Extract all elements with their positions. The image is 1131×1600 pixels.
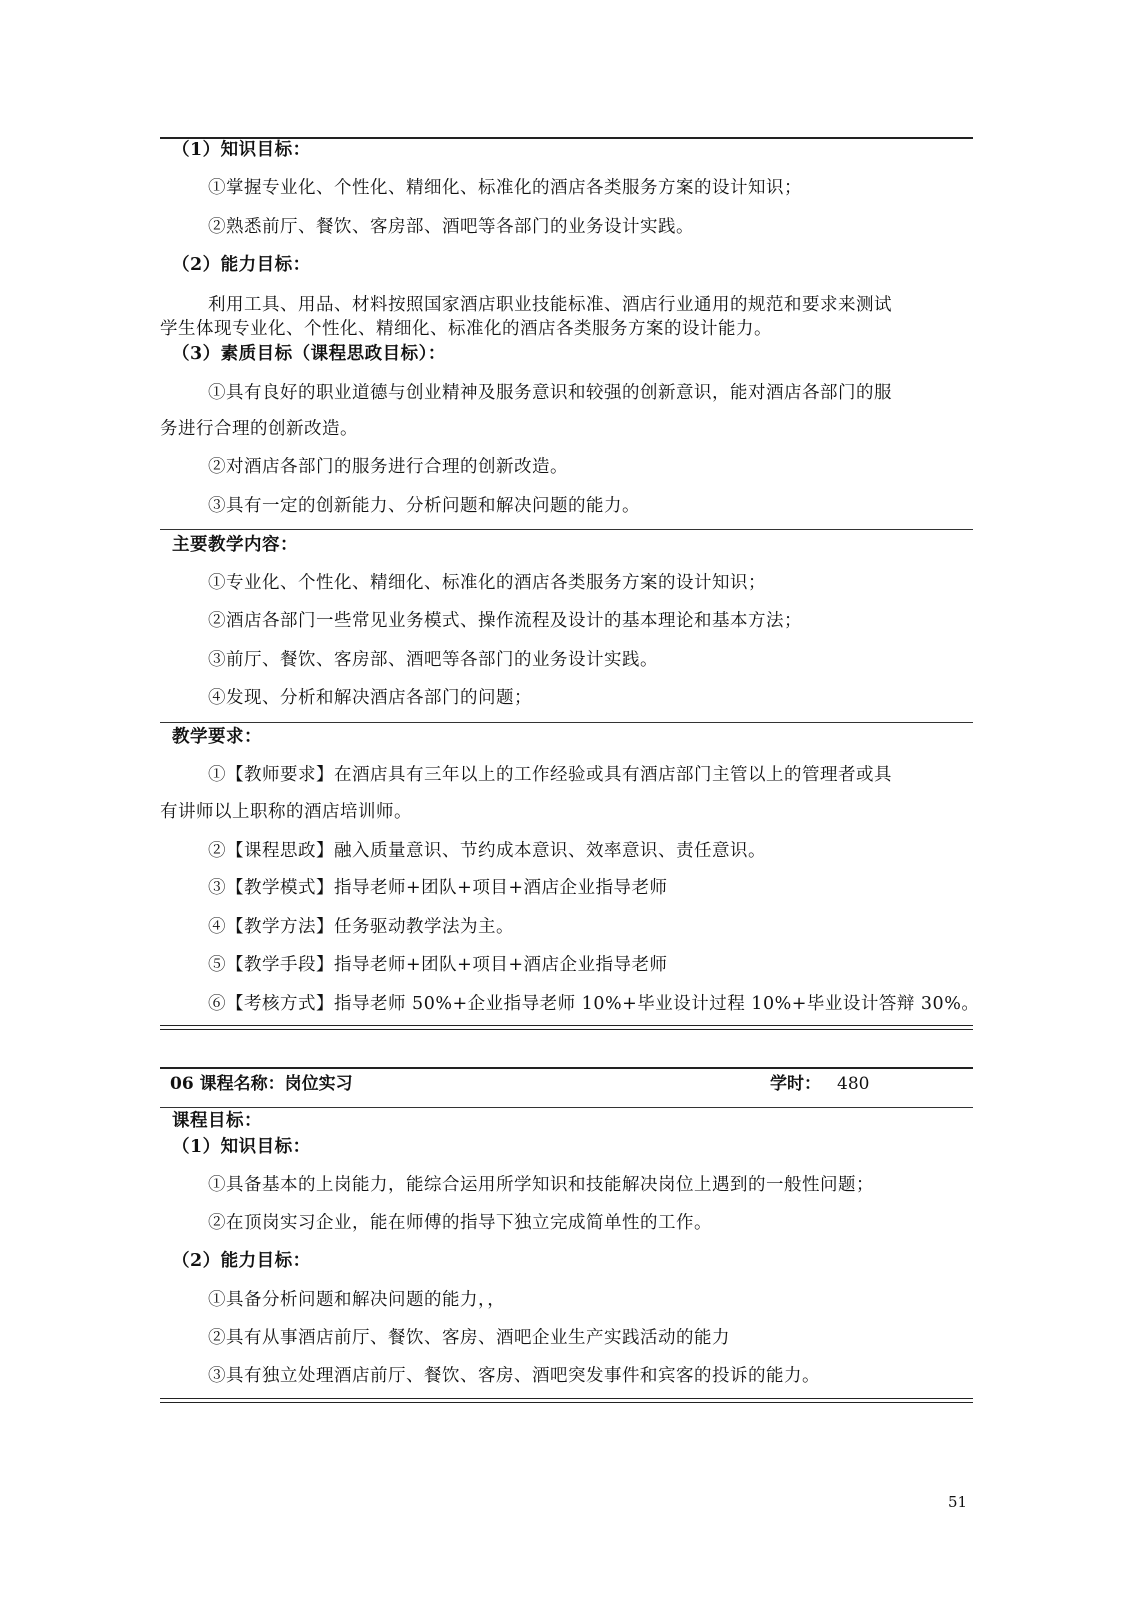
- ability-goal-item: ②具有从事酒店前厅、餐饮、客房、酒吧企业生产实践活动的能力: [208, 1328, 730, 1348]
- row-divider: [160, 1107, 973, 1108]
- hours-label: 学时：: [770, 1074, 821, 1094]
- teaching-content-item: ④发现、分析和解决酒店各部门的问题；: [208, 688, 532, 708]
- table-bottom-border: [160, 1398, 973, 1403]
- knowledge-goal-item: ①掌握专业化、个性化、精细化、标准化的酒店各类服务方案的设计知识；: [208, 178, 802, 198]
- ability-goal-text: 学生体现专业化、个性化、精细化、标准化的酒店各类服务方案的设计能力。: [160, 319, 772, 339]
- ability-goal-item: ③具有独立处理酒店前厅、餐饮、客房、酒吧突发事件和宾客的投诉的能力。: [208, 1366, 820, 1386]
- quality-goal-item: ①具有良好的职业道德与创业精神及服务意识和较强的创新意识，能对酒店各部门的服: [208, 383, 892, 403]
- teaching-content-heading: 主要教学内容：: [172, 535, 298, 555]
- knowledge-goal-heading: （1）知识目标：: [172, 1137, 311, 1157]
- ability-goal-text: 利用工具、用品、材料按照国家酒店职业技能标准、酒店行业通用的规范和要求来测试: [208, 295, 892, 315]
- requirement-item: ①【教师要求】在酒店具有三年以上的工作经验或具有酒店部门主管以上的管理者或具: [208, 765, 892, 785]
- teaching-content-item: ③前厅、餐饮、客房部、酒吧等各部门的业务设计实践。: [208, 650, 658, 670]
- ability-goal-heading: （2）能力目标：: [172, 1251, 311, 1271]
- requirement-item: ②【课程思政】融入质量意识、节约成本意识、效率意识、责任意识。: [208, 841, 766, 861]
- quality-goal-item: 务进行合理的创新改造。: [160, 419, 358, 439]
- hours-value: 480: [837, 1074, 870, 1094]
- requirement-item: ⑥【考核方式】指导老师 50%+企业指导老师 10%+毕业设计过程 10%+毕业设计答辩 30%。: [208, 994, 980, 1014]
- table-top-border: [160, 1067, 973, 1069]
- quality-goal-item: ②对酒店各部门的服务进行合理的创新改造。: [208, 457, 568, 477]
- knowledge-goal-item: ①具备基本的上岗能力，能综合运用所学知识和技能解决岗位上遇到的一般性问题；: [208, 1175, 874, 1195]
- course-hours: [770, 1073, 869, 1095]
- requirement-item: ⑤【教学手段】指导老师+团队+项目+酒店企业指导老师: [208, 955, 668, 975]
- quality-goal-item: ③具有一定的创新能力、分析问题和解决问题的能力。: [208, 496, 640, 516]
- ability-goal-item: ①具备分析问题和解决问题的能力，，: [208, 1290, 506, 1310]
- ability-goal-heading: （2）能力目标：: [172, 255, 311, 275]
- knowledge-goal-heading: （1）知识目标：: [172, 140, 311, 160]
- teaching-content-item: ①专业化、个性化、精细化、标准化的酒店各类服务方案的设计知识；: [208, 573, 766, 593]
- requirement-item: ④【教学方法】任务驱动教学法为主。: [208, 917, 514, 937]
- requirement-item: ③【教学模式】指导老师+团队+项目+酒店企业指导老师: [208, 878, 668, 898]
- requirement-item: 有讲师以上职称的酒店培训师。: [160, 802, 412, 822]
- course-06-table: [160, 0, 980, 1420]
- teaching-content-item: ②酒店各部门一些常见业务模式、操作流程及设计的基本理论和基本方法；: [208, 611, 802, 631]
- page-number: 51: [948, 1493, 968, 1511]
- course-name: 06 课程名称：岗位实习: [170, 1074, 353, 1094]
- teaching-requirements-heading: 教学要求：: [172, 727, 262, 747]
- knowledge-goal-item: ②熟悉前厅、餐饮、客房部、酒吧等各部门的业务设计实践。: [208, 217, 694, 237]
- knowledge-goal-item: ②在顶岗实习企业，能在师傅的指导下独立完成简单性的工作。: [208, 1213, 712, 1233]
- quality-goal-heading: （3）素质目标（课程思政目标）：: [172, 344, 446, 364]
- course-goal-heading: 课程目标：: [172, 1111, 262, 1131]
